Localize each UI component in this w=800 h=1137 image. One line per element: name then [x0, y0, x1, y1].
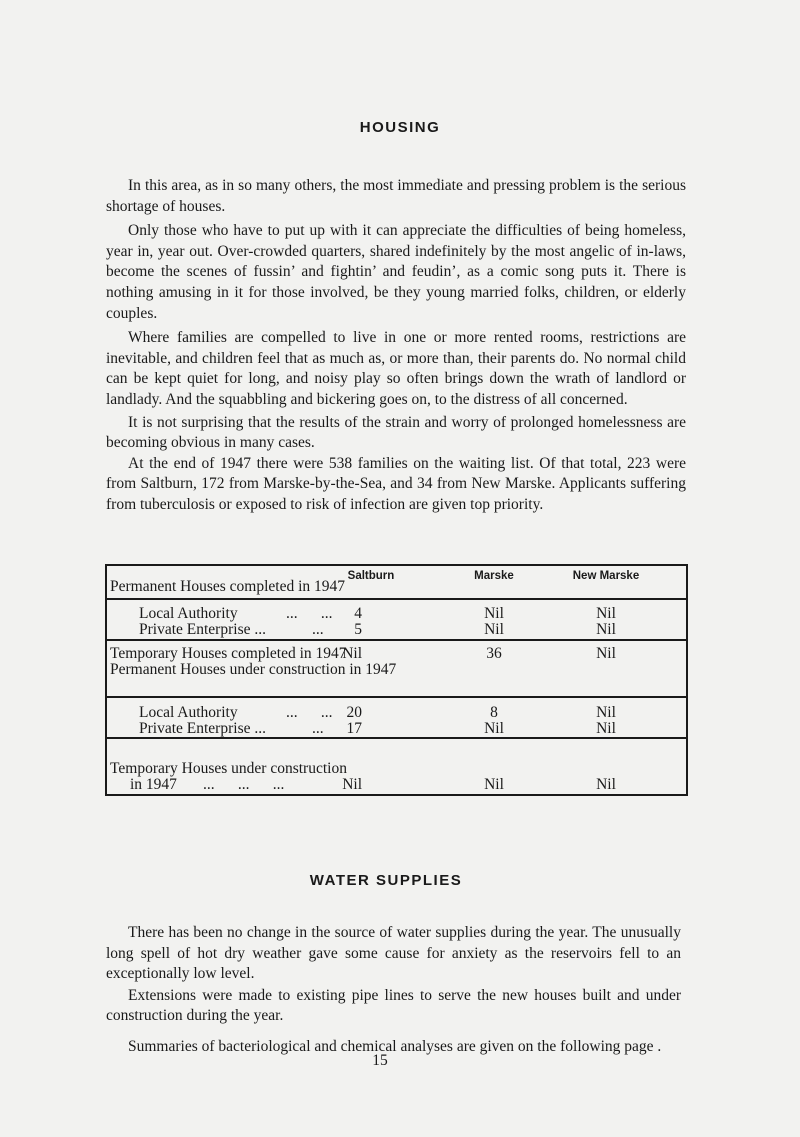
column-header-new-marske: New Marske — [572, 570, 640, 582]
row-leaders: ... ... — [286, 605, 333, 622]
paragraph: Only those who have to put up with it can appreciate the difficulties of being homeless, year in, year out. Over-crowded quarters, shared indefinitely by the most angelic of in-laws, become the scenes of fussin’ and fightin’ and feudin’, as a comic song puts it. There is nothing amusing in it for those involved, be they young married folks, children, or elderly couples. — [106, 222, 686, 322]
table-rule — [107, 696, 687, 698]
cell-marske: 8 — [490, 704, 498, 721]
cell-saltburn: Nil — [342, 645, 362, 662]
cell-marske: Nil — [484, 776, 504, 793]
column-header-saltburn: Saltburn — [347, 570, 395, 582]
row-label: Private Enterprise ... — [139, 720, 266, 737]
row-label: in 1947 — [130, 776, 177, 793]
paragraph: Where families are compelled to live in one or more rented rooms, restrictions are inevitable, and children feel that as much as, or more than, their parents do. No normal child can be kept quiet for long, and noisy play so often brings down the wrath of landlord or landlady. And the squabbling and bickering goes on, to the distress of all concerned. — [106, 329, 686, 408]
paragraph: There has been no change in the source of water supplies during the year. The unusually long spell of hot dry weather gave some cause for anxiety as the reservoirs fell to an exceptionally low level. — [106, 924, 681, 983]
cell-new-marske: Nil — [596, 720, 616, 737]
row-label: Local Authority — [139, 704, 238, 721]
cell-saltburn: Nil — [342, 776, 362, 793]
row-label: Private Enterprise ... — [139, 621, 266, 638]
table-border-right — [686, 564, 688, 796]
cell-saltburn: 5 — [354, 621, 362, 638]
section-heading: Temporary Houses completed in 1947 — [110, 645, 347, 662]
cell-saltburn: 17 — [346, 720, 362, 737]
table-border-left — [105, 564, 107, 796]
paragraph: In this area, as in so many others, the most immediate and pressing problem is the serious shortage of houses. — [106, 177, 686, 215]
section-heading: Permanent Houses completed in 1947 — [110, 578, 346, 595]
table-rule — [107, 564, 687, 566]
cell-marske: Nil — [484, 621, 504, 638]
water-text — [106, 923, 681, 1058]
cell-marske: Nil — [484, 605, 504, 622]
table-rule — [107, 598, 687, 600]
page-number: 15 — [372, 1052, 388, 1069]
row-leaders: ... — [312, 720, 324, 737]
column-header-marske: Marske — [474, 570, 514, 582]
table-rule — [107, 794, 687, 796]
paragraph: Extensions were made to existing pipe lines to serve the new houses built and under construction during the year. — [106, 986, 681, 1025]
row-label: Local Authority — [139, 605, 238, 622]
housing-text — [106, 176, 686, 516]
paragraph: At the end of 1947 there were 538 families on the waiting list. Of that total, 223 were from Saltburn, 172 from Marske-by-the-Sea, and 34 from New Marske. Applicants suffering from tuberculosis or exposed to risk of infection are given top priority. — [106, 454, 686, 513]
cell-new-marske: Nil — [596, 621, 616, 638]
cell-marske: 36 — [486, 645, 502, 662]
section-heading: Temporary Houses under construction — [110, 760, 347, 777]
housing-heading: HOUSING — [359, 119, 441, 136]
cell-new-marske: Nil — [596, 605, 616, 622]
paragraph: Summaries of bacteriological and chemical analyses are given on the following page . — [128, 1037, 662, 1055]
row-leaders: ... — [312, 621, 324, 638]
table-rule — [107, 639, 687, 641]
paragraph: It is not surprising that the results of the strain and worry of prolonged homelessness are becoming obvious in many cases. — [106, 413, 686, 452]
cell-saltburn: 4 — [354, 605, 362, 622]
cell-new-marske: Nil — [596, 645, 616, 662]
water-heading: WATER SUPPLIES — [309, 872, 463, 889]
cell-new-marske: Nil — [596, 704, 616, 721]
cell-marske: Nil — [484, 720, 504, 737]
row-leaders: ... ... — [286, 704, 333, 721]
section-subheading: Permanent Houses under construction in 1947 — [110, 661, 397, 678]
row-leaders: ... ... ... — [203, 776, 285, 793]
cell-saltburn: 20 — [346, 704, 362, 721]
cell-new-marske: Nil — [596, 776, 616, 793]
